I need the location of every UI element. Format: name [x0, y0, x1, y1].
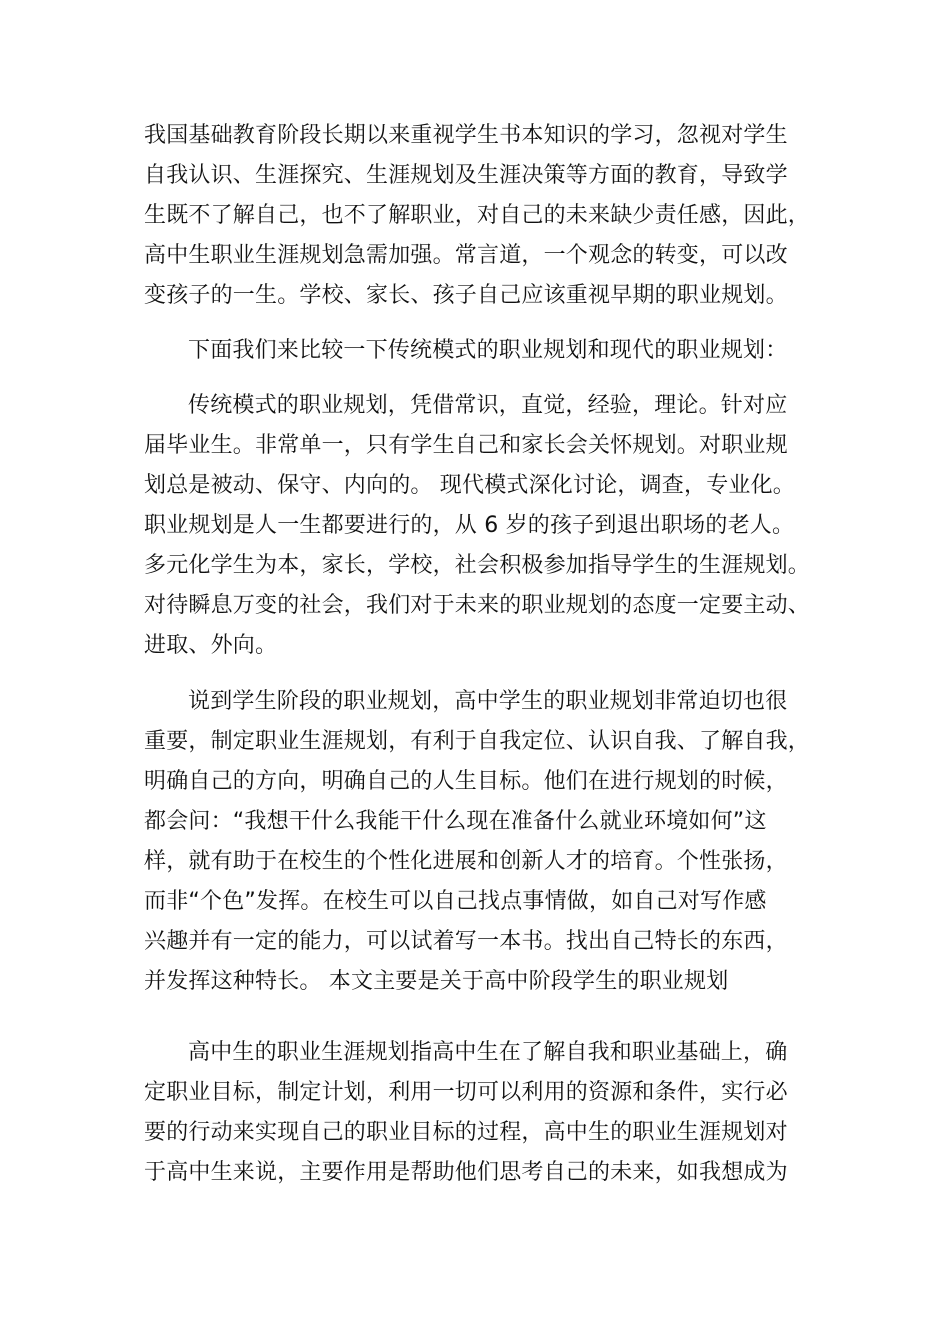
- paragraph-line: 届毕业生。非常单一，只有学生自己和家长会关怀规划。对职业规: [144, 433, 788, 458]
- paragraph-student-planning: [144, 682, 834, 1002]
- paragraph-line: 传统模式的职业规划，凭借常识，直觉，经验，理论。针对应: [188, 393, 788, 418]
- paragraph-traditional-vs-modern: [144, 386, 834, 666]
- paragraph-line: 说到学生阶段的职业规划，高中学生的职业规划非常迫切也很: [188, 689, 788, 714]
- paragraph-line: 划总是被动、保守、内向的。 现代模式深化讨论，调查，专业化。: [144, 473, 795, 498]
- paragraph-line: 对待瞬息万变的社会，我们对于未来的职业规划的态度一定要主动、: [144, 593, 811, 618]
- paragraph-comparison-lead: [144, 331, 834, 371]
- paragraph-line: 变孩子的一生。学校、家长、孩子自己应该重视早期的职业规划。: [144, 283, 788, 308]
- paragraph-line: 要的行动来实现自己的职业目标的过程，高中生的职业生涯规划对: [144, 1120, 788, 1145]
- paragraph-line: 生既不了解自己，也不了解职业，对自己的未来缺少责任感，因此，: [144, 203, 811, 228]
- paragraph-definition: [144, 1033, 834, 1193]
- paragraph-line: 进取、外向。: [144, 633, 278, 658]
- paragraph-line: 高中生职业生涯规划急需加强。常言道，一个观念的转变，可以改: [144, 243, 788, 268]
- paragraph-intro: [144, 116, 834, 316]
- paragraph-line: 而非“个色”发挥。在校生可以自己找点事情做，如自己对写作感: [144, 889, 767, 914]
- paragraph-line: 都会问：“我想干什么我能干什么现在准备什么就业环境如何”这: [144, 809, 767, 834]
- paragraph-line: 兴趣并有一定的能力，可以试着写一本书。找出自己特长的东西，: [144, 929, 788, 954]
- paragraph-line: 明确自己的方向，明确自己的人生目标。他们在进行规划的时候，: [144, 769, 788, 794]
- paragraph-line: 多元化学生为本，家长，学校，社会积极参加指导学生的生涯规划。: [144, 553, 811, 578]
- paragraph-line: 职业规划是人一生都要进行的，从 6 岁的孩子到退出职场的老人。: [144, 513, 795, 538]
- paragraph-line: 自我认识、生涯探究、生涯规划及生涯决策等方面的教育，导致学: [144, 163, 788, 188]
- paragraph-line: 并发挥这种特长。 本文主要是关于高中阶段学生的职业规划: [144, 969, 729, 994]
- paragraph-line: 定职业目标，制定计划，利用一切可以利用的资源和条件，实行必: [144, 1080, 788, 1105]
- paragraph-line: 重要，制定职业生涯规划，有利于自我定位、认识自我、了解自我，: [144, 729, 811, 754]
- paragraph-line: 高中生的职业生涯规划指高中生在了解自我和职业基础上，确: [188, 1040, 788, 1065]
- paragraph-line: 下面我们来比较一下传统模式的职业规划和现代的职业规划：: [188, 338, 788, 363]
- paragraph-line: 样，就有助于在校生的个性化进展和创新人才的培育。个性张扬，: [144, 849, 788, 874]
- paragraph-line: 我国基础教育阶段长期以来重视学生书本知识的学习，忽视对学生: [144, 123, 788, 148]
- paragraph-line: 于高中生来说，主要作用是帮助他们思考自己的未来，如我想成为: [144, 1160, 788, 1185]
